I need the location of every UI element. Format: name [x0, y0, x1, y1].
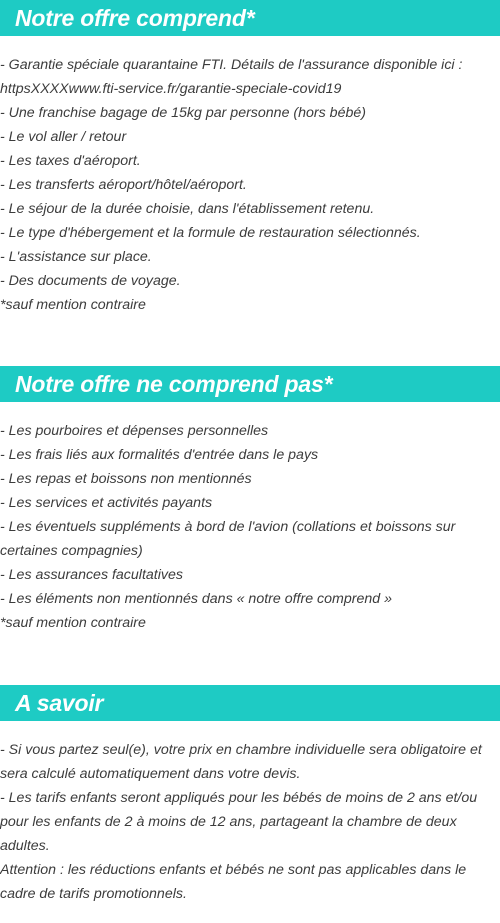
list-item: - Les taxes d'aéroport.: [0, 153, 141, 169]
section-title: A savoir: [15, 690, 104, 716]
list-item: - Des documents de voyage.: [0, 273, 181, 289]
list-item: Attention : les réductions enfants et bébés ne sont pas applicables dans le cadre de tarifs promotionnels.: [0, 862, 467, 902]
list-item: - L'assistance sur place.: [0, 249, 152, 265]
list-item: - Le vol aller / retour: [0, 129, 127, 145]
list-item: - Les tarifs enfants seront appliqués pour les bébés de moins de 2 ans et/ou pour les enfants de 2 à moins de 12 ans, partageant la chambre de deux adultes.: [0, 790, 478, 854]
list-item: - Les assurances facultatives: [0, 567, 183, 583]
list-item: - Garantie spéciale quarantaine FTI. Détails de l'assurance disponible ici : httpsXXXXwww.fti-service.fr/garantie-speciale-covid19: [0, 57, 463, 97]
list-item: - Les pourboires et dépenses personnelles: [0, 423, 269, 439]
list-item: - Si vous partez seul(e), votre prix en chambre individuelle sera obligatoire et sera calculé automatiquement dans votre devis.: [0, 742, 482, 782]
list-item: - Les éléments non mentionnés dans « notre offre comprend »: [0, 591, 392, 607]
list-item: - Le type d'hébergement et la formule de restauration sélectionnés.: [0, 225, 421, 241]
section-header-offer-excludes: [0, 366, 500, 402]
list-item: - Les services et activités payants: [0, 495, 213, 511]
list-item: - Les transferts aéroport/hôtel/aéroport.: [0, 177, 247, 193]
list-item: - Le séjour de la durée choisie, dans l'établissement retenu.: [0, 201, 375, 217]
section-title: Notre offre ne comprend pas*: [15, 371, 333, 397]
list-item: - Les frais liés aux formalités d'entrée dans le pays: [0, 447, 319, 463]
footnote: *sauf mention contraire: [0, 297, 146, 313]
section-body-good-to-know: [0, 721, 500, 906]
list-item: - Une franchise bagage de 15kg par personne (hors bébé): [0, 105, 366, 121]
list-item: - Les repas et boissons non mentionnés: [0, 471, 252, 487]
section-header-offer-includes: [0, 0, 500, 36]
section-title: Notre offre comprend*: [15, 5, 255, 31]
section-body-offer-excludes: [0, 402, 500, 635]
list-item: - Les éventuels suppléments à bord de l'avion (collations et boissons sur certaines compagnies): [0, 519, 456, 559]
footnote: *sauf mention contraire: [0, 615, 146, 631]
section-body-offer-includes: [0, 36, 500, 317]
section-header-good-to-know: [0, 685, 500, 721]
